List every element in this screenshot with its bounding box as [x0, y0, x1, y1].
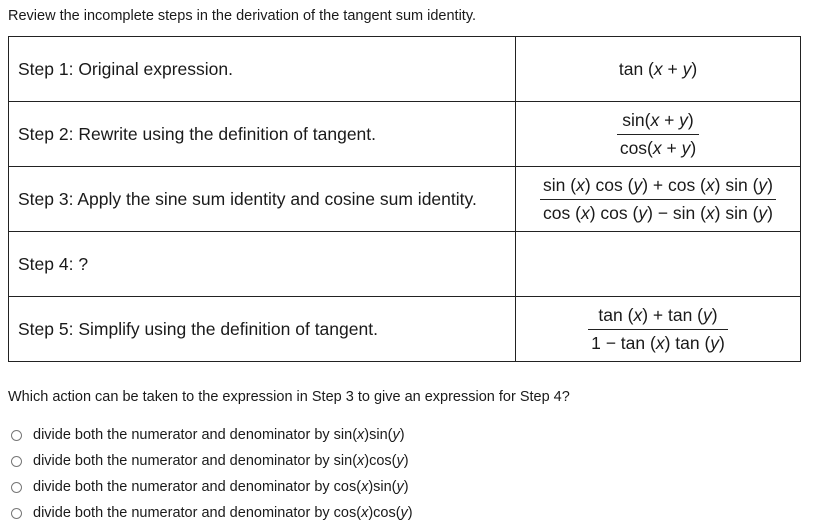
table-row [9, 37, 801, 102]
step-1-description: Step 1: Original expression. [9, 37, 516, 102]
step-5-denominator: 1 − tan (x) tan (y) [591, 332, 725, 353]
step-5-numerator: tan (x) + tan (y) [588, 305, 728, 330]
step-3-expression [516, 167, 801, 232]
step-3-fraction [540, 175, 776, 224]
table-row [9, 297, 801, 362]
step-2-fraction [617, 110, 699, 159]
answer-option-2[interactable] [11, 448, 413, 474]
step-3-description: Step 3: Apply the sine sum identity and cosine sum identity. [9, 167, 516, 232]
step-1-expression-text: tan (x + y) [618, 58, 698, 79]
step-2-numerator: sin(x + y) [617, 110, 699, 135]
prompt-text: Review the incomplete steps in the derivation of the tangent sum identity. [8, 8, 477, 24]
question-text: Which action can be taken to the expression in Step 3 to give an expression for Step 4? [8, 389, 570, 405]
step-4-description: Step 4: ? [9, 232, 516, 297]
step-5-expression [516, 297, 801, 362]
table-row [9, 232, 801, 297]
answer-option-label: divide both the numerator and denominator by cos(x)cos(y) [33, 505, 413, 521]
step-3-denominator: cos (x) cos (y) − sin (x) sin (y) [543, 202, 773, 223]
answer-option-3[interactable] [11, 474, 413, 500]
answer-option-1[interactable] [11, 422, 413, 448]
answer-option-label: divide both the numerator and denominator by sin(x)cos(y) [33, 453, 409, 469]
radio-button[interactable] [11, 430, 22, 441]
answer-option-label: divide both the numerator and denominator by cos(x)sin(y) [33, 479, 409, 495]
step-3-numerator: sin (x) cos (y) + cos (x) sin (y) [540, 175, 776, 200]
derivation-table [8, 36, 801, 362]
radio-button[interactable] [11, 456, 22, 467]
radio-button[interactable] [11, 482, 22, 493]
step-2-expression [516, 102, 801, 167]
step-5-description: Step 5: Simplify using the definition of tangent. [9, 297, 516, 362]
table-row [9, 167, 801, 232]
radio-button[interactable] [11, 508, 22, 519]
answer-option-4[interactable] [11, 500, 413, 526]
step-2-description: Step 2: Rewrite using the definition of tangent. [9, 102, 516, 167]
step-4-expression [516, 232, 801, 297]
table-row [9, 102, 801, 167]
step-5-fraction [588, 305, 728, 354]
answer-options [11, 422, 413, 526]
answer-option-label: divide both the numerator and denominator by sin(x)sin(y) [33, 427, 405, 443]
step-2-denominator: cos(x + y) [619, 137, 697, 158]
step-1-expression [516, 37, 801, 102]
